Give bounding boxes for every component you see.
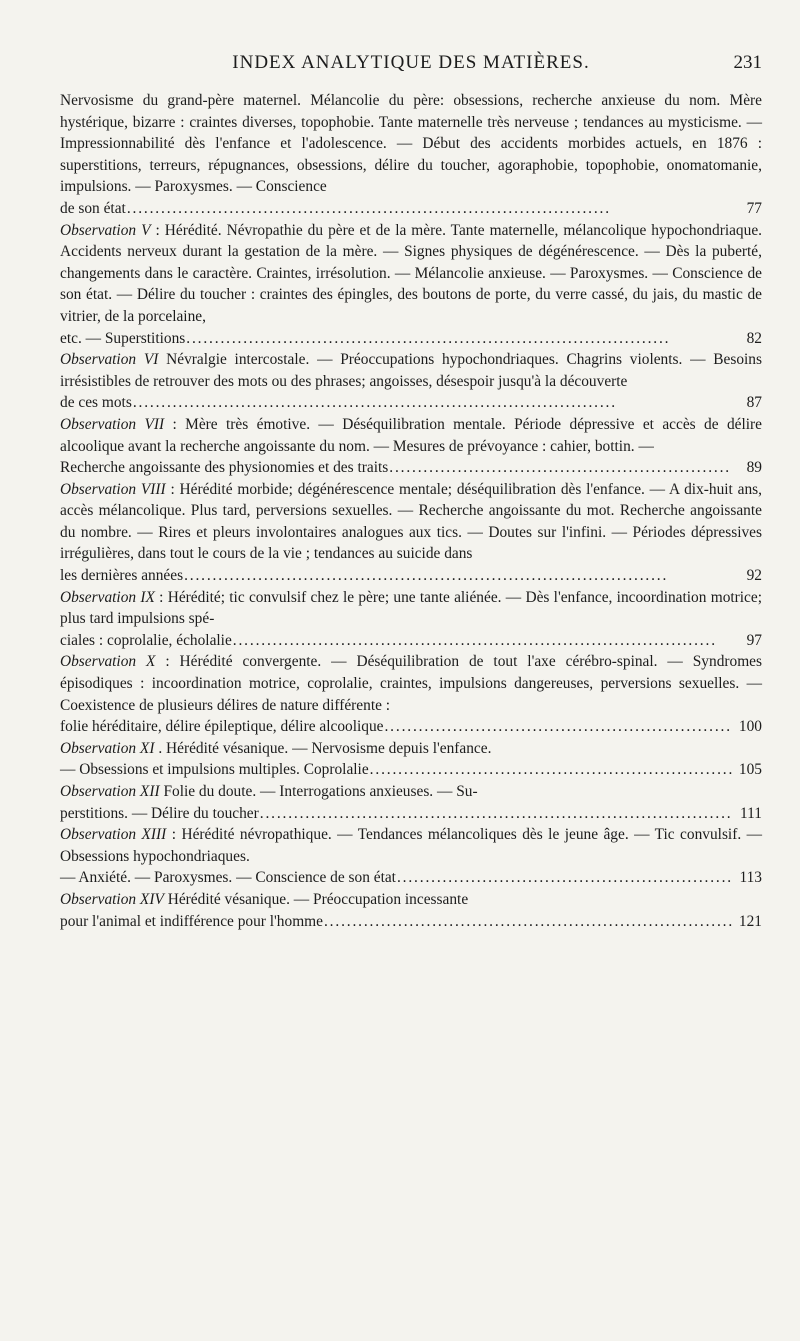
index-entry-4 <box>60 414 762 479</box>
index-entry-6 <box>60 587 762 652</box>
entry-last-line: pour l'animal et indifférence pour l'homme <box>60 912 323 930</box>
entry-page-ref: 113 <box>739 869 762 887</box>
index-entry-8 <box>60 738 762 781</box>
entry-last-line: les dernières années <box>60 567 184 585</box>
entry-page-ref: 121 <box>738 912 762 930</box>
entry-last-line: Recherche angoissante des physionomies et des traits <box>60 459 389 477</box>
entry-page-ref: 77 <box>746 199 762 217</box>
running-title: INDEX ANALYTIQUE DES MATIÈRES. <box>232 52 590 73</box>
index-entry-2 <box>60 220 762 350</box>
entry-page-ref: 111 <box>740 804 762 822</box>
dot-leader <box>397 867 732 889</box>
entry-text: Folie du doute. — Interrogations anxieuses. — Su- <box>159 783 478 800</box>
entry-text: Hérédité vésanique. — Préoccupation incessante <box>163 890 469 908</box>
page-number: 231 <box>733 52 762 73</box>
entry-label: Observation X <box>60 653 156 671</box>
index-entry-9 <box>60 781 762 824</box>
index-page <box>60 52 762 932</box>
dot-leader <box>389 457 732 479</box>
dot-leader <box>324 911 732 933</box>
dot-leader <box>260 803 732 825</box>
index-entries <box>60 90 762 932</box>
entry-text: . Hérédité vésanique. — Nervosisme depuis l'enfance. <box>154 739 492 757</box>
entry-last-line: etc. — Superstitions <box>60 329 186 347</box>
entry-label: Observation XIV <box>60 890 164 908</box>
index-entry-5 <box>60 479 762 587</box>
dot-leader <box>233 630 732 652</box>
entry-page-ref: 105 <box>738 761 762 779</box>
index-entry-10 <box>60 824 762 889</box>
entry-last-line: perstitions. — Délire du toucher <box>60 804 259 822</box>
entry-text: : Mère très émotive. — Déséquilibration mentale. Période dépressive et accès de délire alcoolique avant la recherche angoissante du nom. — Mesures de prévoyance : cahier, bottin. — <box>60 415 762 455</box>
entry-last-line: — Obsessions et impulsions multiples. Coprolalie <box>60 761 369 779</box>
entry-label: Observation VI <box>60 351 159 369</box>
entry-label: Observation XI <box>60 739 155 757</box>
entry-page-ref: 89 <box>746 459 762 477</box>
entry-text: Nervosisme du grand-père maternel. Mélancolie du père: obsessions, recherche anxieuse du nom. Mère hystérique, bizarre : craintes diverses, topophobie. Tante maternelle très nerveuse ; tendances au mysticisme. — Impressionnabilité dès l'enfance et l'adolescence. — Début des accidents morbides actuels, en 1876 : superstitions, terreurs, répugnances, obsessions, délire du toucher, agoraphobie, topophobie, onomatomanie, impulsions. — Paroxysmes. — Conscience <box>60 92 762 196</box>
entry-page-ref: 92 <box>746 567 762 585</box>
entry-text: Névralgie intercostale. — Préoccupations hypochondriaques. Chagrins violents. — Besoins irrésistibles de retrouver des mots ou des phrases; angoisses, désespoir jusqu'à la découverte <box>60 351 762 390</box>
dot-leader <box>184 565 732 587</box>
entry-last-line: — Anxiété. — Paroxysmes. — Conscience de son état <box>60 869 396 887</box>
index-entry-1 <box>60 90 762 220</box>
page-header <box>60 52 762 80</box>
entry-label: Observation XIII <box>60 826 167 844</box>
entry-label: Observation V <box>60 221 151 239</box>
dot-leader <box>127 198 732 220</box>
dot-leader <box>133 392 732 414</box>
entry-text: : Hérédité; tic convulsif chez le père; une tante aliénée. — Dès l'enfance, incoordination motrice; plus tard impulsions spé- <box>60 588 762 628</box>
entry-last-line: de ces mots <box>60 394 132 412</box>
entry-text: : Hérédité. Névropathie du père et de la mère. Tante maternelle, mélancolique hypochondriaque. Accidents nerveux durant la gestation de la mère. — Signes physiques de dégénérescence. — Dès la puberté, changements dans le caractère. Craintes, irrésolution. — Mélancolie anxieuse. — Paroxysmes. — Conscience de son état. — Délire du toucher : craintes des épingles, des boutons de porte, du verre cassé, du jais, du mastic de vitrier, de la porcelaine, <box>60 221 763 325</box>
index-entry-11 <box>60 889 762 932</box>
entry-page-ref: 87 <box>746 394 762 412</box>
entry-label: Observation IX <box>60 588 155 606</box>
dot-leader <box>384 716 732 738</box>
entry-last-line: de son état <box>60 199 126 217</box>
entry-label: Observation XII <box>60 783 160 800</box>
entry-last-line: ciales : coprolalie, écholalie <box>60 631 232 649</box>
entry-label: Observation VII <box>60 415 165 433</box>
entry-text: : Hérédité convergente. — Déséquilibration de tout l'axe cérébro-spinal. — Syndromes épisodiques : incoordination motrice, coprolalie, craintes, impulsions dangereuses, perversions sexuelles. — Coexistence de plusieurs délires de nature différente : <box>60 653 762 714</box>
dot-leader <box>370 759 732 781</box>
index-entry-7 <box>60 651 762 737</box>
entry-text: : Hérédité morbide; dégénérescence mentale; déséquilibration dès l'enfance. — A dix-huit ans, accès mélancolique. Plus tard, perversions sexuelles. — Recherche angoissante du mot. Recherche angoissante du nombre. — Rires et pleurs involontaires analogues aux tics. — Doutes sur l'infini. — Périodes dépressives irrégulières, dans tout le cours de la vie ; tendances au suicide dans <box>60 480 762 563</box>
entry-page-ref: 100 <box>738 718 762 736</box>
index-entry-3 <box>60 349 762 414</box>
dot-leader <box>186 328 732 350</box>
entry-text: : Hérédité névropathique. — Tendances mélancoliques dès le jeune âge. — Tic convulsif. — Obsessions hypochondriaques. <box>60 826 763 865</box>
entry-label: Observation VIII <box>60 480 166 498</box>
entry-page-ref: 97 <box>746 631 762 649</box>
entry-page-ref: 82 <box>746 329 762 347</box>
entry-last-line: folie héréditaire, délire épileptique, délire alcoolique <box>60 718 384 736</box>
